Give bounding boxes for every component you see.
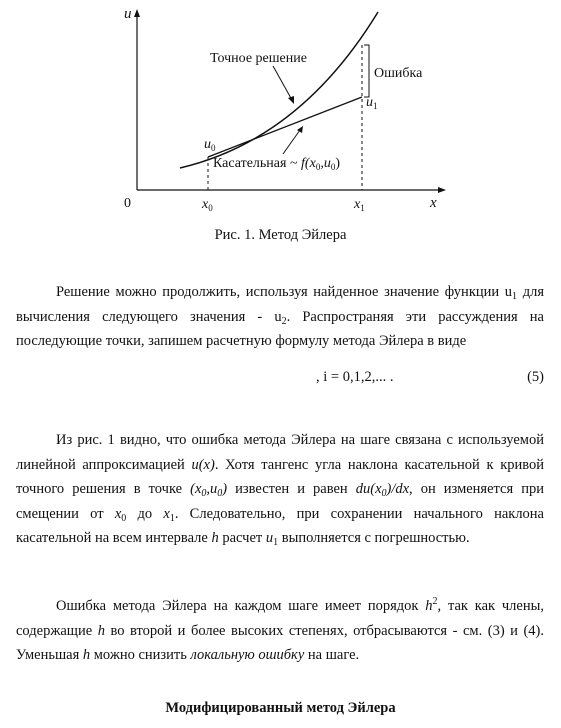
u0-label: $u_0$: [204, 137, 216, 153]
figure-caption: Рис. 1. Метод Эйлера: [214, 227, 347, 243]
origin-label: 0: [124, 196, 131, 211]
x-axis-arrow: [438, 187, 446, 193]
euler-method-figure: [0, 0, 561, 225]
section-heading: Модифицированный метод Эйлера: [165, 700, 396, 716]
u-axis-label: u: [124, 6, 132, 22]
tangent-line: [208, 97, 362, 157]
tangent-label-pointer-head: [297, 126, 303, 133]
x-axis-label: x: [430, 195, 437, 211]
x0-label: $x_0$: [202, 197, 213, 213]
error-bracket: [364, 45, 369, 97]
paragraph-3: Ошибка метода Эйлера на каждом шаге имеет порядок $h^2$, так как члены, содержащие h во второй и более высоких степенях, отбрасываются - см. (3) и (4). Уменьшая h можно снизить локальную ошибку на шаге.: [16, 596, 544, 663]
paragraph-1: Решение можно продолжить, используя найденное значение функции $u_1$ для вычисления следующего значения - $u_2$. Распространяя эти рассуждения на последующие точки, запишем расчетную формулу метода Эйлера в виде: [16, 284, 544, 349]
exact-solution-label: Точное решение: [210, 51, 307, 66]
exact-label-pointer: [273, 66, 292, 100]
formula-index-range: , i = 0,1,2,... .: [316, 369, 394, 385]
formula-line: [16, 369, 544, 393]
x1-label: $x_1$: [354, 197, 365, 213]
exact-label-pointer-head: [288, 96, 294, 104]
tangent-label-pointer: [283, 130, 300, 154]
formula-number: (5): [527, 369, 544, 385]
u-axis-arrow: [134, 9, 140, 17]
error-label: Ошибка: [374, 66, 423, 81]
u1-label: $u_1$: [366, 95, 378, 111]
tangent-label: Касательная ~ $f(x_0,u_0)$: [213, 156, 340, 172]
paragraph-2: Из рис. 1 видно, что ошибка метода Эйлера на шаге связана с используемой линейной аппроксимацией u(x). Хотя тангенс угла наклона касательной к кривой точного решения в точке $(x_0,u_0)$ известен и равен $du(x_0)/dx$, он изменяется при смещении от $x_0$ до $x_1$. Следовательно, при сохранении начального наклона касательной на всем интервале h расчет $u_1$ выполняется с погрешностью.: [16, 432, 545, 548]
